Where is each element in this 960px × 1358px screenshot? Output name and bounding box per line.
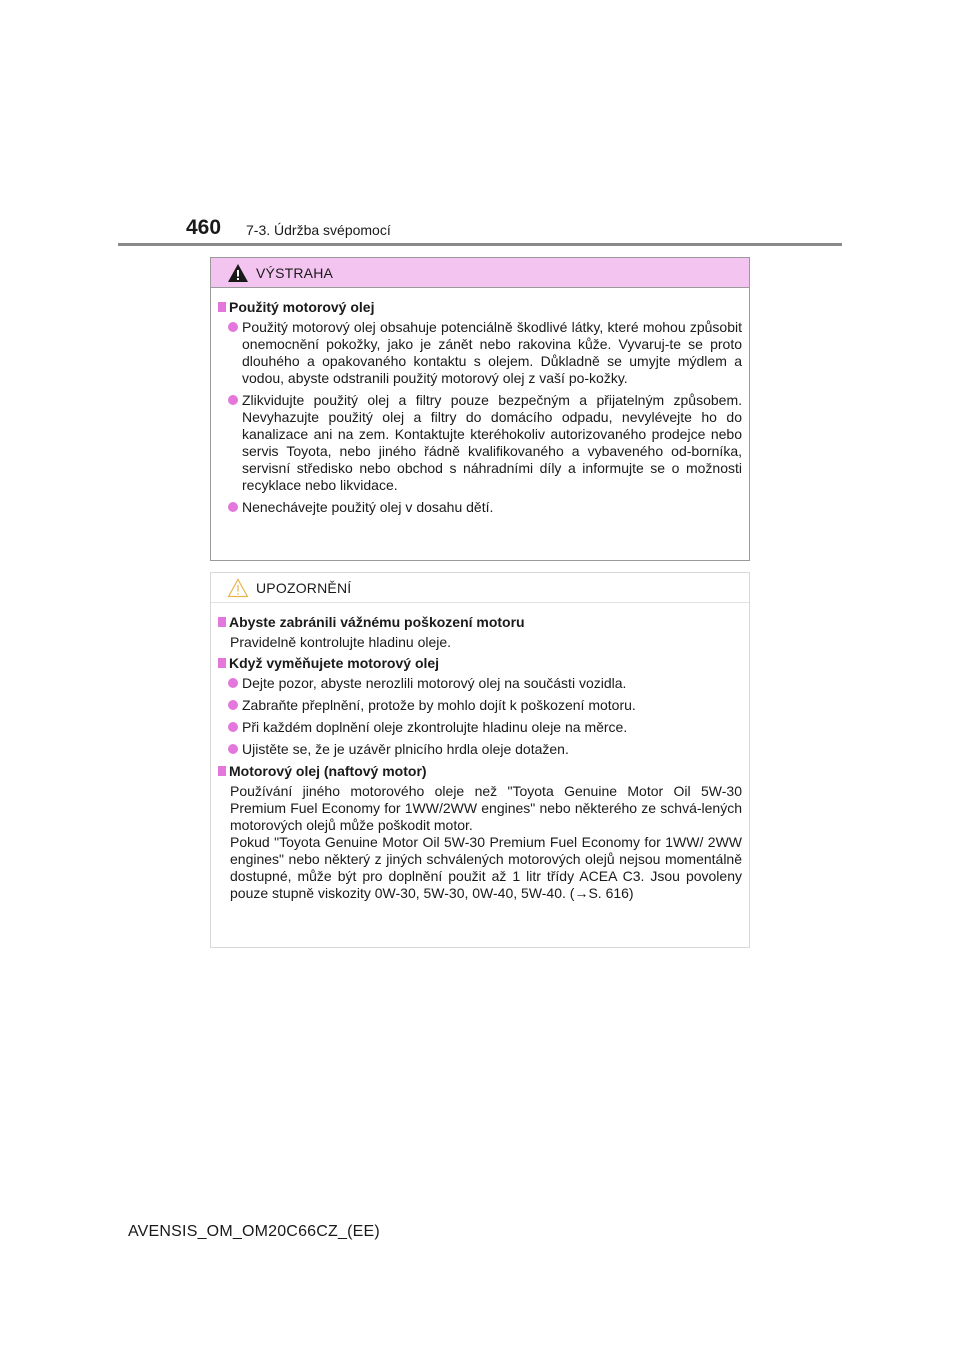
circle-bullet-icon — [228, 722, 238, 732]
warning-body — [211, 288, 749, 516]
notice-bullet-text: Při každém doplnění oleje zkontrolujte hladinu oleje na měrce. — [242, 719, 628, 735]
notice-bullet — [218, 719, 742, 736]
notice-bullet-text: Zabraňte přeplnění, protože by mohlo dojít k poškození motoru. — [242, 697, 636, 713]
warning-bullet-text: Zlikvidujte použitý olej a filtry pouze bezpečným a přijatelným způsobem. Nevyhazujte použitý olej a filtry do domácího odpadu, nevylévejte ho do kanalizace ani na zem. Kontaktujte kteréhokoliv autorizovaného prodejce nebo servis Toyota, nebo jiného řádně kvalifikovaného a vybaveného od-borníka, servisní středisko nebo obchod s náhradními díly a informujte se o možnosti recyklace nebo likvidace. — [242, 392, 742, 493]
notice-body — [211, 603, 749, 902]
notice-paragraph: Pravidelně kontrolujte hladinu oleje. — [230, 634, 452, 650]
notice-heading-1 — [218, 614, 742, 631]
notice-label: UPOZORNĚNÍ — [256, 580, 352, 596]
notice-bullet-text: Dejte pozor, abyste nerozlili motorový olej na součásti vozidla. — [242, 675, 627, 691]
square-bullet-icon — [218, 302, 226, 312]
circle-bullet-icon — [228, 700, 238, 710]
notice-bullet — [218, 741, 742, 758]
notice-paragraph: Pokud "Toyota Genuine Motor Oil 5W-30 Premium Fuel Economy for 1WW/ 2WW engines" nebo některý z jiných schválených motorových olejů nejsou momentálně dostupné, může být pro doplnění použit až 1 litr třídy ACEA C3. Jsou povoleny pouze stupně viskozity 0W-30, 5W-30, 0W-40, 5W-40. (→S. 616) — [230, 834, 742, 901]
circle-bullet-icon — [228, 678, 238, 688]
warning-triangle-filled-icon — [227, 263, 249, 283]
square-bullet-icon — [218, 617, 226, 627]
circle-bullet-icon — [228, 322, 238, 332]
notice-bullet — [218, 675, 742, 692]
notice-bullet — [218, 697, 742, 714]
notice-heading-3 — [218, 763, 742, 780]
notice-header — [211, 573, 749, 603]
warning-bullet-text: Použitý motorový olej obsahuje potenciálně škodlivé látky, které mohou způsobit onemocnění pokožky, jako je zánět nebo rakovina kůže. Vyvaruj-te se proto dlouhého a opakovaného kontaktu s olejem. Důkladně se umyjte mýdlem a vodou, abyste odstranili použitý motorový olej z vaší po-kožky. — [242, 319, 742, 386]
warning-bullet — [218, 392, 742, 494]
warning-bullet-text: Nenechávejte použitý olej v dosahu dětí. — [242, 499, 494, 515]
warning-heading-text: Použitý motorový olej — [229, 299, 375, 315]
notice-bullet-text: Ujistěte se, že je uzávěr plnicího hrdla oleje dotažen. — [242, 741, 569, 757]
warning-heading — [218, 299, 742, 316]
notice-heading-2 — [218, 655, 742, 672]
notice-heading-text: Když vyměňujete motorový olej — [229, 655, 440, 671]
circle-bullet-icon — [228, 502, 238, 512]
notice-paragraph: Používání jiného motorového oleje než "Toyota Genuine Motor Oil 5W-30 Premium Fuel Economy for 1WW/2WW engines" nebo některého ze schvá-lených motorových olejů může poškodit motor. — [230, 783, 742, 833]
warning-header — [211, 258, 749, 288]
square-bullet-icon — [218, 766, 226, 776]
warning-bullet — [218, 319, 742, 387]
section-title: 7-3. Údržba svépomocí — [246, 222, 391, 238]
circle-bullet-icon — [228, 744, 238, 754]
page-number: 460 — [186, 216, 222, 239]
notice-heading-text: Motorový olej (naftový motor) — [229, 763, 427, 779]
circle-bullet-icon — [228, 395, 238, 405]
warning-triangle-outline-icon — [227, 578, 249, 598]
warning-bullet — [218, 499, 742, 516]
header-rule — [118, 243, 842, 246]
square-bullet-icon — [218, 658, 226, 668]
notice-box — [210, 572, 750, 948]
warning-label: VÝSTRAHA — [256, 265, 334, 281]
warning-box — [210, 257, 750, 561]
notice-heading-text: Abyste zabránili vážnému poškození motoru — [229, 614, 525, 630]
document-code: AVENSIS_OM_OM20C66CZ_(EE) — [128, 1223, 380, 1240]
